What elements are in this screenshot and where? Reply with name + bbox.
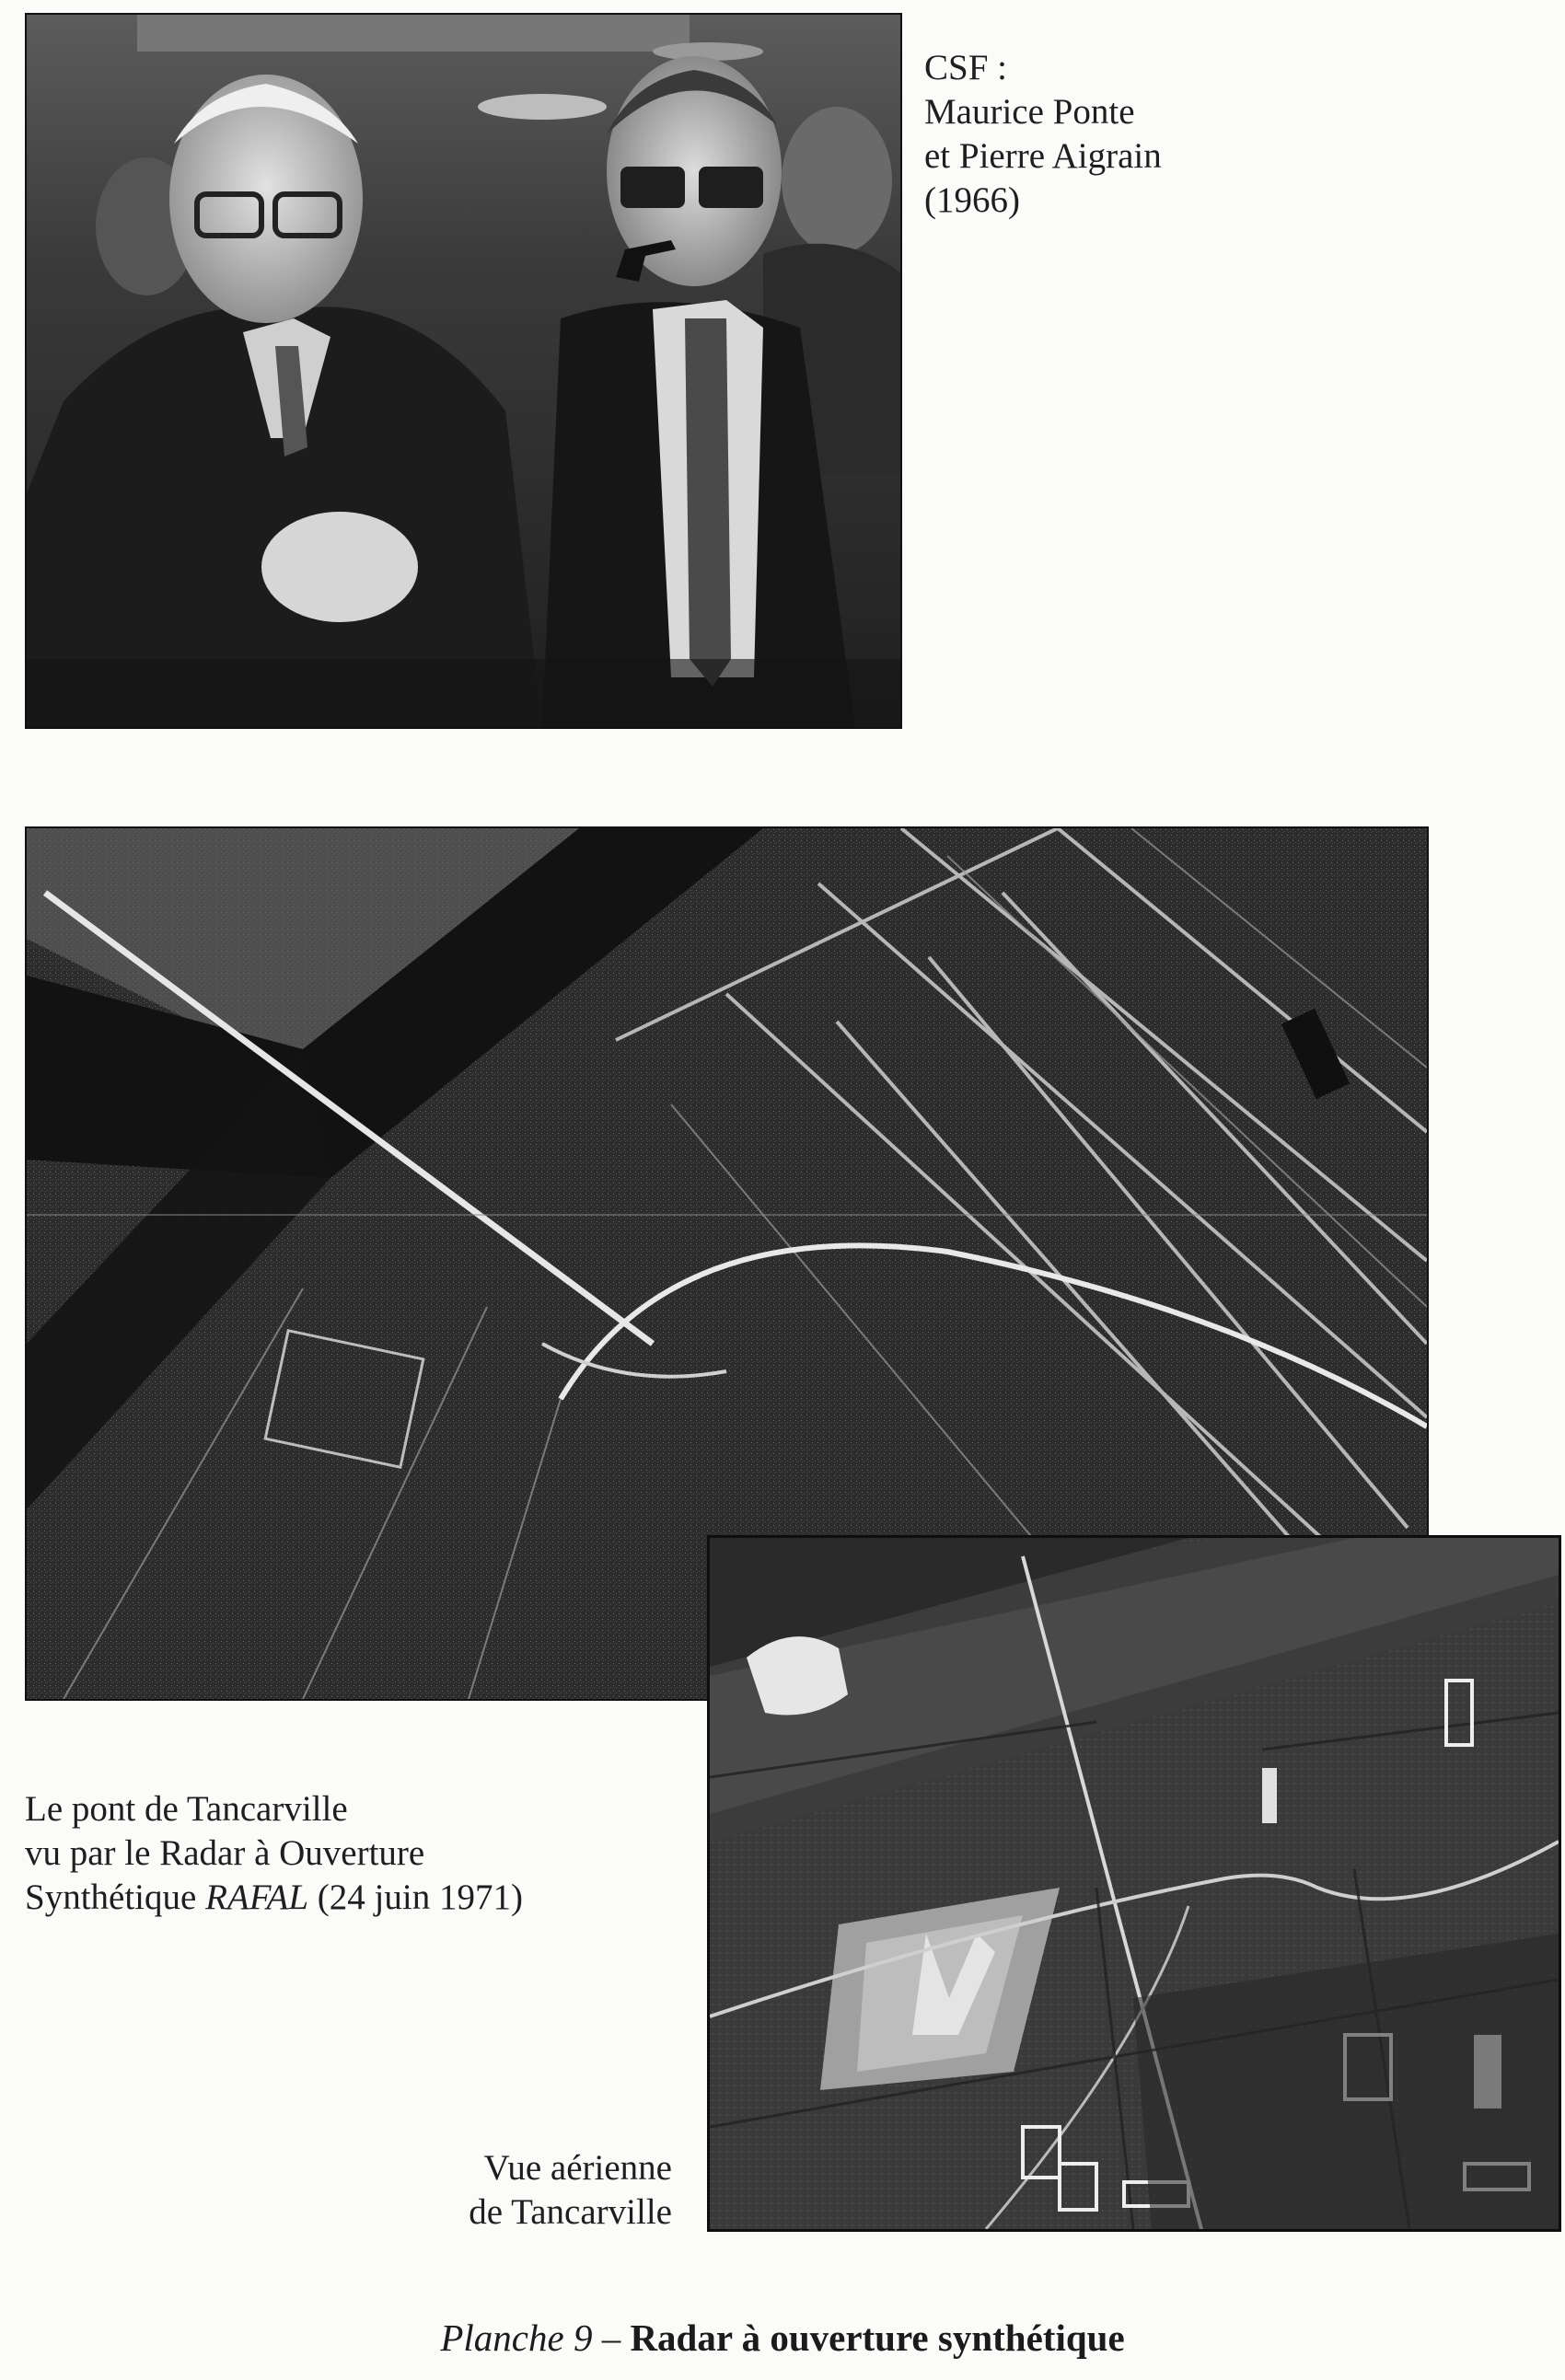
portrait-photo-image (27, 15, 900, 727)
caption-line: Maurice Ponte (924, 92, 1135, 132)
caption-line: Le pont de Tancarville (25, 1789, 348, 1829)
caption-line: Vue aérienne (483, 2148, 672, 2188)
caption-line (25, 1876, 523, 1920)
plate-heading: Radar à ouverture synthétique (630, 2316, 1125, 2359)
plate-number: Planche 9 (440, 2316, 593, 2359)
aerial-photo-image (710, 1538, 1559, 2229)
caption-text: Synthétique (25, 1877, 206, 1917)
caption-line: et Pierre Aigrain (924, 136, 1162, 176)
plate-separator: – (592, 2316, 631, 2359)
caption-line: vu par le Radar à Ouverture (25, 1833, 425, 1873)
caption-line: CSF : (924, 48, 1007, 87)
plate-title (0, 2315, 1565, 2361)
caption-text: (24 juin 1971) (308, 1877, 523, 1917)
portrait-caption (924, 46, 1162, 223)
caption-line: de Tancarville (469, 2192, 672, 2232)
aerial-caption (350, 2146, 672, 2235)
caption-italic-text: RAFAL (205, 1877, 309, 1917)
radar-caption (25, 1787, 523, 1920)
portrait-photo (25, 13, 902, 729)
caption-line: (1966) (924, 180, 1020, 220)
aerial-photo (707, 1535, 1561, 2232)
